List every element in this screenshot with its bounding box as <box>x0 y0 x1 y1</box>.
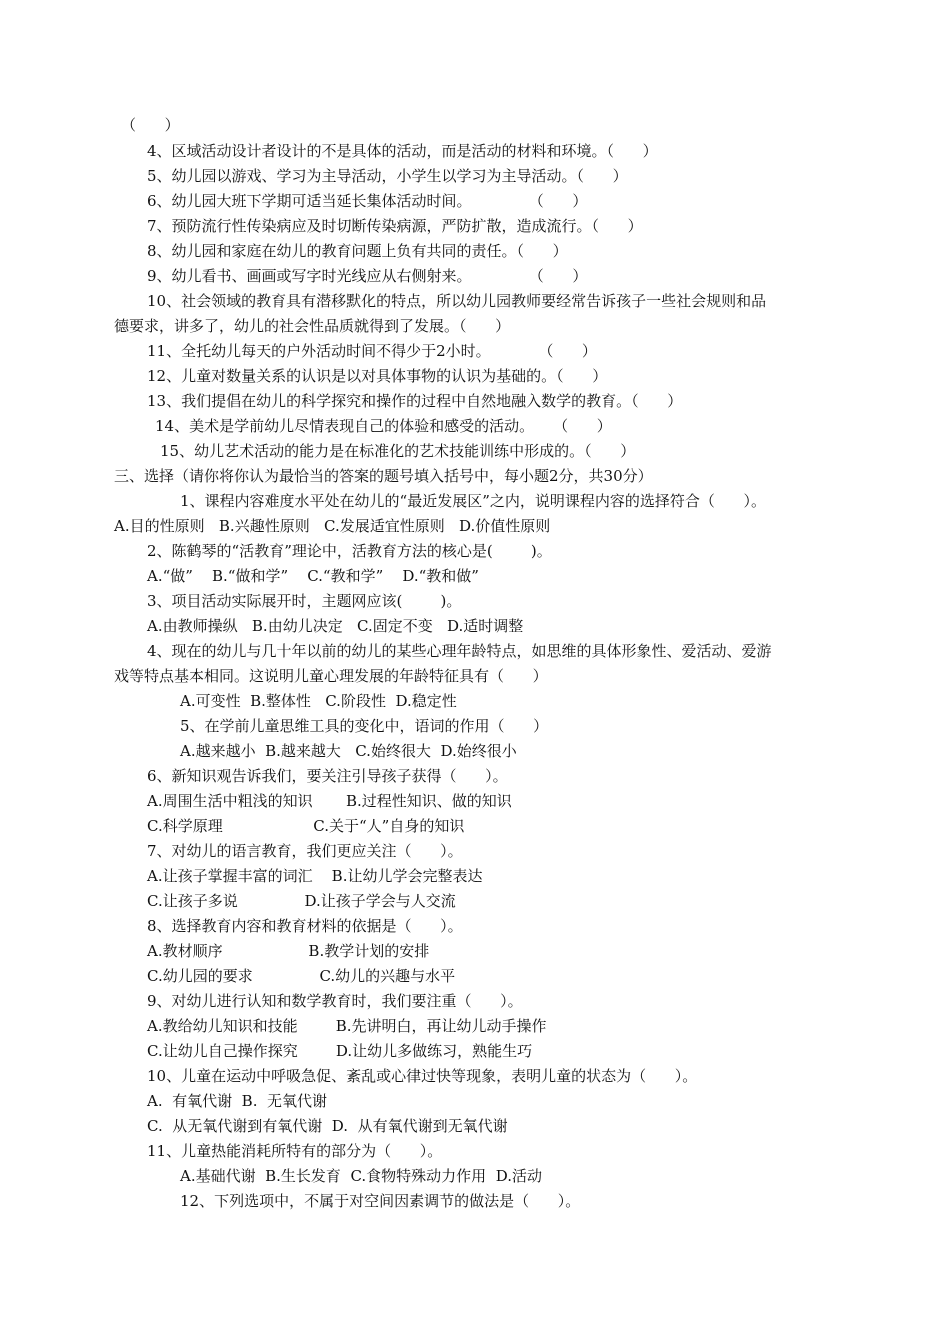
choice-options-5: A.越来越小 B.越来越大 C.始终很大 D.始终很小 <box>180 742 517 760</box>
choice-options-7-b: C.让孩子多说 D.让孩子学会与人交流 <box>147 892 456 910</box>
true-false-item-11: 11、全托幼儿每天的户外活动时间不得少于2小时。 （ ） <box>147 342 597 360</box>
true-false-item-8: 8、幼儿园和家庭在幼儿的教育问题上负有共同的责任。（ ） <box>147 242 568 260</box>
choice-options-6-b: C.科学原理 C.关于“人”自身的知识 <box>147 817 465 835</box>
choice-options-7-a: A.让孩子掌握丰富的词汇 B.让幼儿学会完整表达 <box>147 867 483 885</box>
choice-question-7: 7、对幼儿的语言教育，我们更应关注（ ）。 <box>147 842 463 860</box>
section-heading-choice: 三、选择（请你将你认为最恰当的答案的题号填入括号中，每小题2分，共30分） <box>114 467 653 485</box>
choice-options-8-a: A.教材顺序 B.教学计划的安排 <box>147 942 430 960</box>
choice-question-3: 3、项目活动实际展开时，主题网应该( )。 <box>147 592 462 610</box>
paren-blank-continuation: （ ） <box>121 116 180 134</box>
choice-question-9: 9、对幼儿进行认知和数学教育时，我们要注重（ ）。 <box>147 992 523 1010</box>
choice-options-6-a: A.周围生活中粗浅的知识 B.过程性知识、做的知识 <box>147 792 512 810</box>
choice-question-6: 6、新知识观告诉我们，要关注引导孩子获得（ ）。 <box>147 767 508 785</box>
choice-question-4: 4、现在的幼儿与几十年以前的幼儿的某些心理年龄特点，如思维的具体形象性、爱活动、爱游 <box>147 642 772 660</box>
choice-question-5: 5、在学前儿童思维工具的变化中，语词的作用（ ） <box>180 717 549 735</box>
true-false-item-14: 14、美术是学前幼儿尽情表现自己的体验和感受的活动。 （ ） <box>155 417 612 435</box>
true-false-item-15: 15、幼儿艺术活动的能力是在标准化的艺术技能训练中形成的。（ ） <box>160 442 636 460</box>
choice-options-9-b: C.让幼儿自己操作探究 D.让幼儿多做练习，熟能生巧 <box>147 1042 533 1060</box>
choice-options-3: A.由教师操纵 B.由幼儿决定 C.固定不变 D.适时调整 <box>147 617 524 635</box>
true-false-item-9: 9、幼儿看书、画画或写字时光线应从右侧射来。 （ ） <box>147 267 588 285</box>
true-false-item-6: 6、幼儿园大班下学期可适当延长集体活动时间。 （ ） <box>147 192 588 210</box>
true-false-item-12: 12、儿童对数量关系的认识是以对具体事物的认识为基础的。（ ） <box>147 367 608 385</box>
choice-options-10-b: C. 从无氧代谢到有氧代谢 D. 从有氧代谢到无氧代谢 <box>147 1117 508 1135</box>
choice-question-8: 8、选择教育内容和教育材料的依据是（ ）。 <box>147 917 463 935</box>
choice-options-1: A.目的性原则 B.兴趣性原则 C.发展适宜性原则 D.价值性原则 <box>114 517 551 535</box>
true-false-item-7: 7、预防流行性传染病应及时切断传染病源，严防扩散，造成流行。（ ） <box>147 217 643 235</box>
choice-question-1: 1、课程内容难度水平处在幼儿的“最近发展区”之内，说明课程内容的选择符合（ ）。 <box>180 492 766 510</box>
choice-options-4: A.可变性 B.整体性 C.阶段性 D.稳定性 <box>180 692 457 710</box>
choice-question-4-cont: 戏等特点基本相同。这说明儿童心理发展的年龄特征具有（ ） <box>114 667 548 685</box>
choice-options-8-b: C.幼儿园的要求 C.幼儿的兴趣与水平 <box>147 967 456 985</box>
choice-question-11: 11、儿童热能消耗所特有的部分为（ ）。 <box>147 1142 443 1160</box>
choice-options-10-a: A. 有氧代谢 B. 无氧代谢 <box>147 1092 328 1110</box>
choice-options-2: A.“做” B.“做和学” C.“教和学” D.“教和做” <box>147 567 479 585</box>
true-false-item-13: 13、我们提倡在幼儿的科学探究和操作的过程中自然地融入数学的教育。（ ） <box>147 392 683 410</box>
choice-question-12: 12、下列选项中，不属于对空间因素调节的做法是（ ）。 <box>180 1192 581 1210</box>
true-false-item-10-cont: 德要求，讲多了，幼儿的社会性品质就得到了发展。（ ） <box>114 317 511 335</box>
choice-options-11: A.基础代谢 B.生长发育 C.食物特殊动力作用 D.活动 <box>180 1167 542 1185</box>
true-false-item-4: 4、区域活动设计者设计的不是具体的活动，而是活动的材料和环境。（ ） <box>147 142 658 160</box>
true-false-item-5: 5、幼儿园以游戏、学习为主导活动，小学生以学习为主导活动。（ ） <box>147 167 628 185</box>
choice-question-10: 10、儿童在运动中呼吸急促、紊乱或心律过快等现象，表明儿童的状态为（ ）。 <box>147 1067 698 1085</box>
choice-question-2: 2、陈鹤琴的“活教育”理论中，活教育方法的核心是( )。 <box>147 542 552 560</box>
true-false-item-10: 10、社会领域的教育具有潜移默化的特点，所以幼儿园教师要经常告诉孩子一些社会规则和品 <box>147 292 767 310</box>
choice-options-9-a: A.教给幼儿知识和技能 B.先讲明白，再让幼儿动手操作 <box>147 1017 547 1035</box>
